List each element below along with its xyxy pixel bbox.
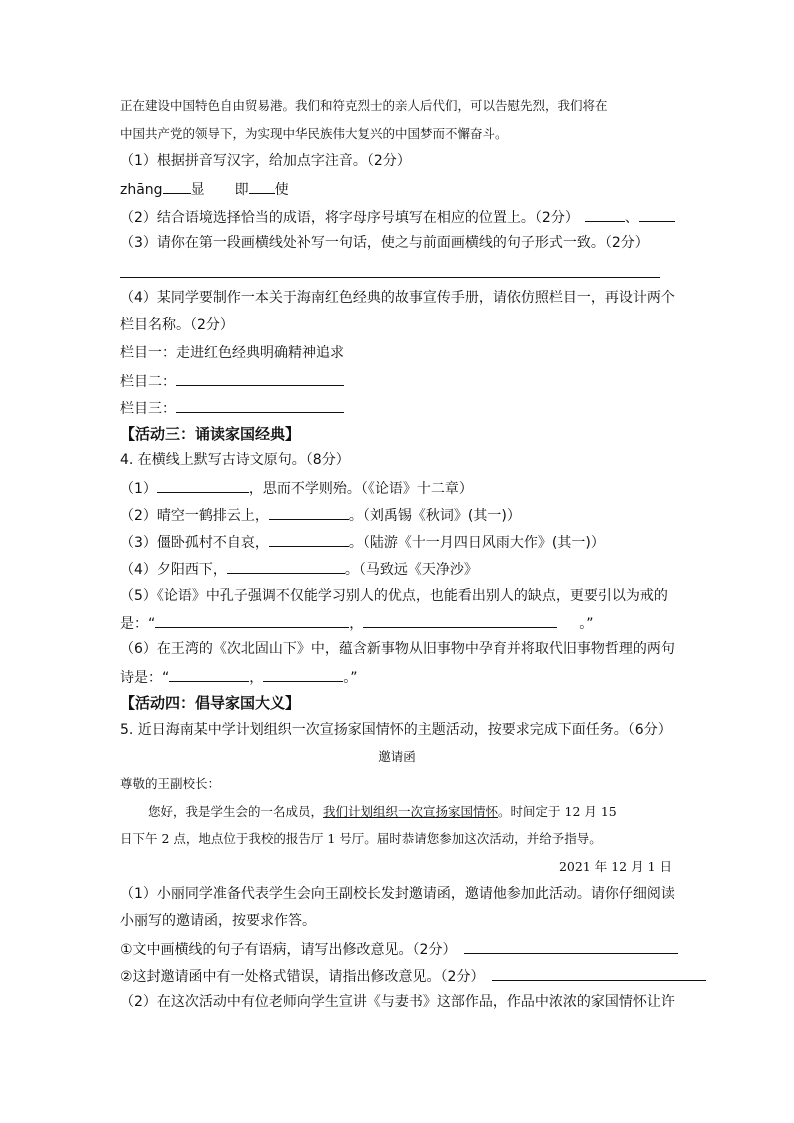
q4-item-2: （2）晴空一鹤排云上， 。（刘禹锡《秋词》(其一)）	[120, 504, 521, 526]
q5-part1-a: （1）小丽同学准备代表学生会向王副校长发封邀请函，邀请他参加此活动。请你仔细阅读	[120, 886, 675, 902]
q3-part4-b: 栏目名称。（2分）	[120, 317, 234, 333]
activity3-title: 【活动三：诵读家国经典】	[120, 425, 301, 443]
q4-item-3: （3）僵卧孤村不自哀， 。（陆游《十一月四日风雨大作》(其一)）	[120, 531, 605, 553]
char-2: 即	[234, 182, 249, 198]
q4-blank-5b[interactable]	[363, 612, 557, 628]
q4-blank-2[interactable]	[269, 504, 349, 520]
q4-prompt: 4. 在横线上默写古诗文原句。（8分）	[120, 452, 350, 468]
activity4-title: 【活动四：倡导家国大义】	[120, 694, 301, 712]
column-2-blank[interactable]	[176, 370, 344, 386]
q4-item-5a: （5）《论语》中孔子强调不仅能学习别人的优点，也能看出别人的缺点，更要引以为戒的	[120, 588, 668, 604]
pinyin-text: zhāng	[120, 182, 163, 198]
letter-body-2: 日下午 2 点，地点位于我校的报告厅 1 号厅。届时恭请您参加这次活动，并给予指导。	[120, 831, 602, 846]
answer-rule[interactable]	[120, 277, 660, 278]
passage-line-1: 正在建设中国特色自由贸易港。我们和符克烈士的亲人后代们，可以告慰先烈，我们将在	[120, 98, 608, 113]
letter-body-1: 您好，我是学生会的一名成员，我们计划组织一次宣扬家国情怀。时间定于 12 月 15	[148, 804, 617, 819]
q5-blank-1[interactable]	[464, 938, 678, 954]
q3-part2-text: （2）结合语境选择恰当的成语，将字母序号填写在相应的位置上。（2分）	[120, 210, 579, 226]
letter-salutation: 尊敬的王副校长：	[120, 776, 221, 791]
column-3-label: 栏目三：	[120, 401, 176, 417]
q5-part2: （2）在这次活动中有位老师向学生宣讲《与妻书》这部作品，作品中浓浓的家国情怀让许	[120, 994, 675, 1010]
underlined-sentence: 我们计划组织一次宣扬家国情怀	[323, 804, 499, 819]
q4-item-4: （4）夕阳西下， 。（马致远《天净沙》	[120, 558, 478, 580]
q3-part4-a: （4）某同学要制作一本关于海南红色经典的故事宣传手册，请依仿照栏目一，再设计两个	[120, 290, 675, 306]
char-1: 显	[190, 182, 205, 198]
column-2-line	[120, 370, 344, 392]
q3-pinyin-line	[120, 178, 289, 200]
q4-item-1: （1） ，思而不学则殆。（《论语》十二章）	[120, 477, 473, 499]
column-3-line	[120, 397, 344, 419]
q5-sub-1: ①文中画横线的句子有语病，请写出修改意见。（2分）	[120, 938, 678, 960]
q5-prompt: 5. 近日海南某中学计划组织一次宣扬家国情怀的主题活动，按要求完成下面任务。（6分）	[120, 722, 672, 738]
q5-part1-b: 小丽写的邀请函，按要求作答。	[120, 913, 316, 929]
q5-sub-2: ②这封邀请函中有一处格式错误，请指出修改意见。（2分）	[120, 965, 706, 987]
q4-item-6b: 诗是：“ ， 。”	[120, 666, 358, 688]
q4-blank-6b[interactable]	[263, 666, 343, 682]
q4-blank-5a[interactable]	[155, 612, 349, 628]
pinyin-blank-2[interactable]	[249, 178, 275, 194]
q4-blank-1[interactable]	[157, 477, 249, 493]
pinyin-blank[interactable]	[163, 178, 191, 194]
q3-part2	[120, 206, 675, 228]
column-1: 栏目一：走进红色经典明确精神追求	[120, 345, 344, 361]
q3-part3: （3）请你在第一段画横线处补写一句话，使之与前面画横线的句子形式一致。（2分）	[120, 235, 649, 251]
q3-part1: （1）根据拼音写汉字，给加点字注音。（2分）	[120, 153, 411, 169]
idiom-blank-1[interactable]	[585, 206, 625, 222]
q4-blank-4[interactable]	[227, 558, 345, 574]
q5-blank-2[interactable]	[492, 965, 706, 981]
letter-title: 邀请函	[378, 749, 416, 764]
idiom-blank-2[interactable]	[639, 206, 675, 222]
letter-date: 2021 年 12 月 1 日	[558, 859, 672, 874]
q4-item-6a: （6）在王湾的《次北固山下》中，蕴含新事物从旧事物中孕育并将取代旧事物哲理的两句	[120, 641, 675, 657]
q4-blank-6a[interactable]	[169, 666, 249, 682]
passage-line-2: 中国共产党的领导下，为实现中华民族伟大复兴的中国梦而不懈奋斗。	[120, 126, 508, 141]
q4-item-5b: 是：“ ， 。”	[120, 612, 594, 634]
idiom-separator: 、	[624, 210, 639, 226]
char-3: 使	[274, 182, 289, 198]
column-3-blank[interactable]	[176, 397, 344, 413]
column-2-label: 栏目二：	[120, 374, 176, 390]
q4-blank-3[interactable]	[269, 531, 349, 547]
